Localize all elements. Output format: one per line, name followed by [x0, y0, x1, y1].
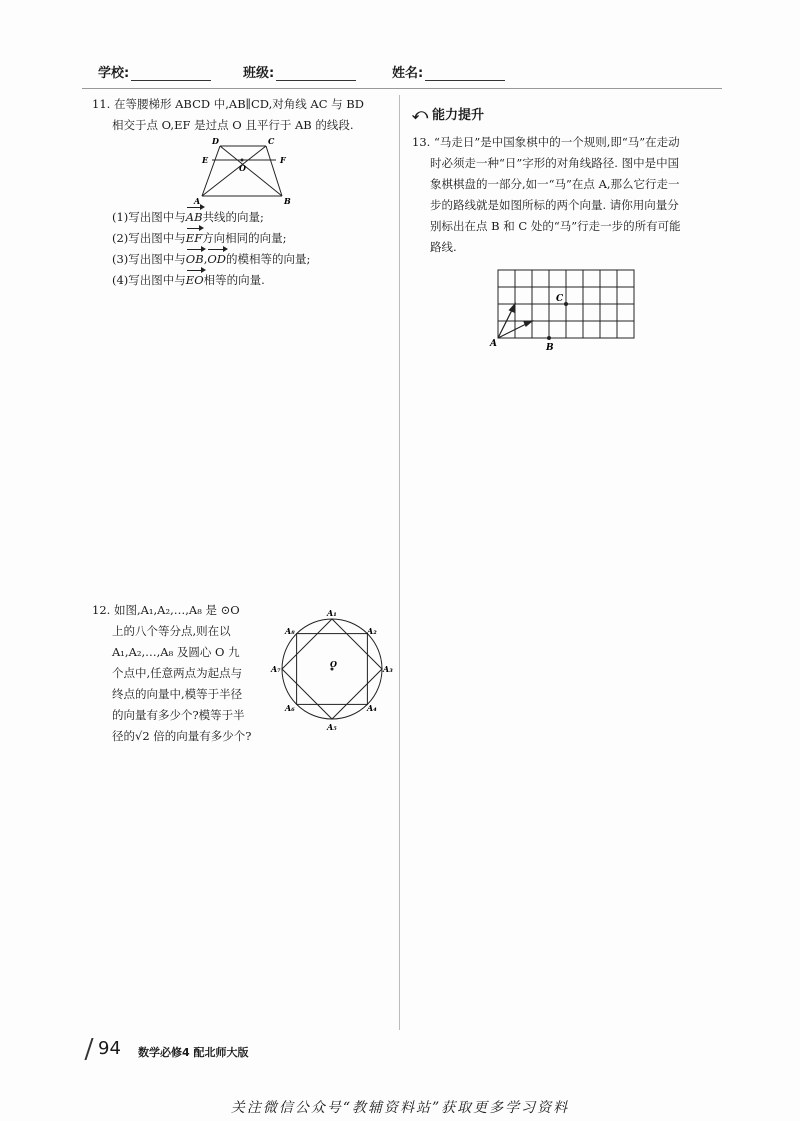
- q11-sub1: [112, 207, 392, 228]
- diagonal-bd: [220, 146, 282, 196]
- section-ability-improvement: [412, 104, 484, 123]
- q11-subquestions: [112, 207, 392, 291]
- q11-sub1-text: (1)写出图中与: [112, 210, 186, 224]
- label-a5: A₅: [327, 722, 337, 732]
- q12-line-0: 12. 如图,A₁,A₂,…,A₈ 是 ⊙O: [92, 603, 240, 617]
- chessboard-figure: [488, 264, 638, 352]
- q12-line-4: 终点的向量中,模等于半径: [112, 687, 243, 701]
- handwritten-note: 关注微信公众号“教辅资料站”获取更多学习资料: [230, 1100, 570, 1116]
- q12-line-3: 个点中,任意两点为起点与: [112, 666, 243, 680]
- q11-sub4-tail: 相等的向量.: [203, 273, 265, 287]
- label-a7: A₇: [271, 664, 281, 674]
- point-c: [564, 302, 568, 306]
- label-b: B: [284, 196, 291, 205]
- label-c: C: [268, 136, 275, 146]
- q13-line-5: 路线.: [430, 240, 457, 254]
- label-o-center: O: [330, 659, 337, 669]
- class-field: [243, 62, 356, 81]
- q11-sub1-tail: 共线的向量;: [202, 210, 264, 224]
- name-field: [392, 62, 505, 81]
- label-a: A: [490, 339, 497, 349]
- question-12: [92, 600, 282, 747]
- curved-arrow-icon: ⤺: [412, 105, 429, 123]
- q12-line-5: 的向量有多少个?模等于半: [112, 708, 245, 722]
- q11-line2: 相交于点 O,EF 是过点 O 且平行于 AB 的线段.: [112, 118, 354, 132]
- arrowhead-up: [510, 304, 516, 312]
- header-bar: [0, 62, 800, 86]
- vector-ab: AB: [186, 207, 203, 228]
- label-o: O: [239, 163, 246, 173]
- label-a3: A₃: [383, 664, 393, 674]
- page-number: 94: [98, 1038, 121, 1059]
- label-a8: A₈: [285, 626, 295, 636]
- diagonal-ac: [202, 146, 266, 196]
- q12-line-2: A₁,A₂,…,A₈ 及圆心 O 九: [112, 645, 240, 659]
- label-d: D: [212, 136, 219, 146]
- class-blank[interactable]: [276, 66, 356, 81]
- q13-line-3: 步的路线就是如图所标的两个向量. 请你用向量分: [430, 198, 679, 212]
- q11-sub2: [112, 228, 392, 249]
- school-field: [98, 62, 211, 81]
- label-b: B: [546, 343, 554, 352]
- vector-ef: EF: [186, 228, 202, 249]
- label-c: C: [556, 294, 564, 304]
- q11-sub2-tail: 方向相同的向量;: [202, 231, 287, 245]
- q13-line-4: 别标出在点 B 和 C 处的“马”行走一步的所有可能: [430, 219, 681, 233]
- name-blank[interactable]: [425, 66, 505, 81]
- label-a: A: [194, 196, 201, 205]
- footer-slash: [84, 1038, 93, 1060]
- label-a1: A₁: [327, 608, 337, 618]
- q13-line-2: 象棋棋盘的一部分,如一“马”在点 A,那么它行走一: [430, 177, 680, 191]
- trapezoid-figure: [190, 135, 300, 205]
- arrowhead-right: [524, 321, 532, 326]
- vector-eo: EO: [186, 270, 204, 291]
- q13-line-1: 时必须走一种“日”字形的对角线路径. 图中是中国: [430, 156, 680, 170]
- vector-od: OD: [207, 249, 226, 270]
- header-rule: [82, 88, 722, 89]
- q11-sub3-tail: 的模相等的向量;: [226, 252, 311, 266]
- label-e: E: [202, 155, 209, 165]
- name-label: 姓名:: [392, 66, 424, 81]
- question-13: [412, 132, 730, 258]
- class-label: 班级:: [243, 66, 275, 81]
- label-f: F: [280, 155, 286, 165]
- q11-sub3-text: (3)写出图中与: [112, 252, 186, 266]
- octagon-circle-figure: [270, 605, 395, 735]
- q12-line-1: 上的八个等分点,则在以: [112, 624, 231, 638]
- question-11: [92, 94, 392, 136]
- point-o: [241, 159, 244, 162]
- segment-bc: [266, 146, 282, 196]
- label-a6: A₆: [285, 703, 295, 713]
- point-b: [547, 336, 551, 340]
- book-title: 数学必修4 配北师大版: [138, 1046, 249, 1059]
- q11-sub4-text: (4)写出图中与: [112, 273, 186, 287]
- q11-sub3-sep: ,: [203, 252, 208, 266]
- column-divider: [399, 95, 400, 1030]
- q11-line1: 11. 在等腰梯形 ABCD 中,AB∥CD,对角线 AC 与 BD: [92, 97, 364, 111]
- q11-sub2-text: (2)写出图中与: [112, 231, 186, 245]
- vector-ob: OB: [186, 249, 204, 270]
- q11-sub3: [112, 249, 392, 270]
- q12-line-6: 径的√2 倍的向量有多少个?: [112, 729, 252, 743]
- q13-line-0: 13. “马走日”是中国象棋中的一个规则,即“马”在走动: [412, 135, 680, 149]
- school-blank[interactable]: [131, 66, 211, 81]
- school-label: 学校:: [98, 66, 130, 81]
- section-title: 能力提升: [432, 108, 485, 123]
- q11-sub4: [112, 270, 392, 291]
- label-a2: A₂: [367, 626, 377, 636]
- label-a4: A₄: [367, 703, 377, 713]
